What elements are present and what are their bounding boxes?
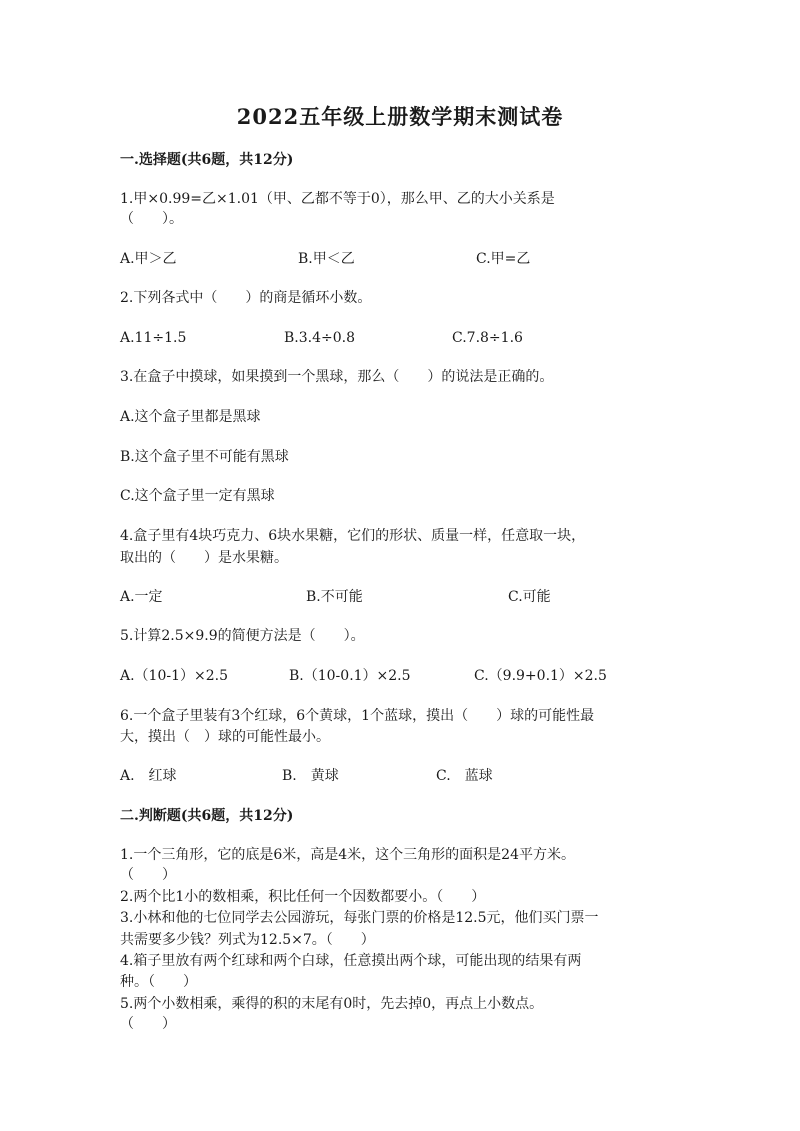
question-3-line-1: 3.在盒子中摸球，如果摸到一个黑球，那么（ ）的说法是正确的。	[120, 369, 554, 385]
section-heading-choice: 一.选择题(共6题，共12分)	[120, 152, 294, 168]
question-6-line-1: 6.一个盒子里装有3个红球，6个黄球，1个蓝球，摸出（ ）球的可能性最	[120, 708, 595, 724]
question-1-option-a: A.甲＞乙	[120, 251, 177, 267]
question-5-option-c: C.（9.9+0.1）×2.5	[474, 668, 607, 684]
judgement-line: （ ）	[120, 1016, 176, 1032]
question-5-option-a: A.（10-1）×2.5	[120, 668, 229, 684]
question-1-option-b: B.甲＜乙	[298, 251, 355, 267]
question-1-option-c: C.甲=乙	[476, 251, 531, 267]
question-4-option-b: B.不可能	[306, 589, 363, 605]
judgement-line: （ ）	[120, 867, 176, 883]
question-5-option-b: B.（10-0.1）×2.5	[289, 668, 411, 684]
question-6-line-2: 大，摸出（ ）球的可能性最小。	[120, 729, 330, 745]
question-6-option-b: B. 黄球	[282, 768, 339, 784]
question-4-option-a: A.一定	[120, 589, 163, 605]
question-3-option-b: B.这个盒子里不可能有黑球	[120, 449, 289, 465]
question-4-option-c: C.可能	[508, 589, 551, 605]
judgement-line: 5.两个小数相乘，乘得的积的末尾有0时，先去掉0，再点上小数点。	[120, 996, 544, 1012]
question-3-option-a: A.这个盒子里都是黑球	[120, 409, 261, 425]
question-3-option-c: C.这个盒子里一定有黑球	[120, 488, 275, 504]
question-6-option-c: C. 蓝球	[436, 768, 493, 784]
judgement-line: 种。（ ）	[120, 974, 197, 990]
question-2-line-1: 2.下列各式中（ ）的商是循环小数。	[120, 290, 372, 306]
judgement-line: 共需要多少钱？列式为12.5×7。（ ）	[120, 932, 375, 948]
question-2-option-c: C.7.8÷1.6	[452, 330, 523, 346]
section-heading-judgement: 二.判断题(共6题，共12分)	[120, 808, 294, 824]
exam-title: 2022五年级上册数学期末测试卷	[236, 104, 564, 129]
judgement-line: 3.小林和他的七位同学去公园游玩，每张门票的价格是12.5元，他们买门票一	[120, 910, 599, 926]
question-1-line-1: 1.甲×0.99=乙×1.01（甲、乙都不等于0），那么甲、乙的大小关系是	[120, 191, 555, 207]
question-6-option-a: A. 红球	[120, 768, 177, 784]
question-5-line-1: 5.计算2.5×9.9的简便方法是（ ）。	[120, 628, 365, 644]
question-4-line-2: 取出的（ ）是水果糖。	[120, 550, 288, 566]
judgement-line: 2.两个比1小的数相乘，积比任何一个因数都要小。（ ）	[120, 889, 486, 905]
question-4-line-1: 4.盒子里有4块巧克力、6块水果糖，它们的形状、质量一样，任意取一块，	[120, 528, 586, 544]
judgement-line: 1.一个三角形，它的底是6米，高是4米，这个三角形的面积是24平方米。	[120, 847, 575, 863]
judgement-line: 4.箱子里放有两个红球和两个白球，任意摸出两个球，可能出现的结果有两	[120, 953, 582, 969]
question-1-line-2: （ ）。	[120, 211, 183, 227]
question-2-option-b: B.3.4÷0.8	[284, 330, 355, 346]
question-2-option-a: A.11÷1.5	[120, 330, 187, 346]
